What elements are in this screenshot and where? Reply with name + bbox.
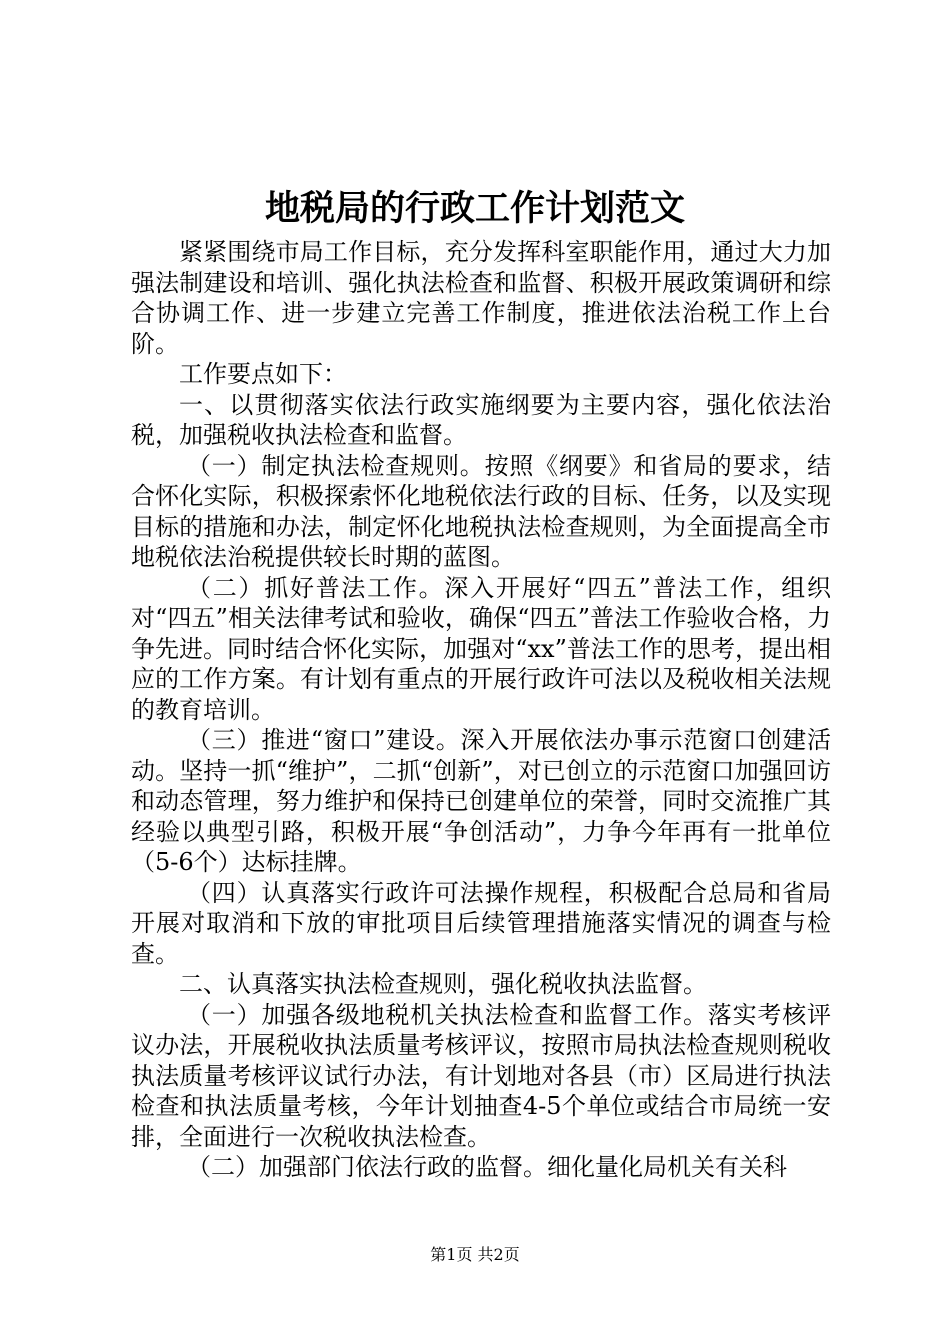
- paragraph-section-1: 一、以贯彻落实依法行政实施纲要为主要内容，强化依法治税，加强税收执法检查和监督。: [131, 390, 831, 449]
- paragraph-section-1-item-4: （四）认真落实行政许可法操作规程，积极配合总局和省局开展对取消和下放的审批项目后续管理措施落实情况的调查与检查。: [131, 878, 831, 968]
- paragraph-section-1-item-3: （三）推进“窗口”建设。深入开展依法办事示范窗口创建活动。坚持一抓“维护”，二抓“创新”，对已创立的示范窗口加强回访和动态管理，努力维护和保持已创建单位的荣誉，同时交流推广其经验以典型引路，积极开展“争创活动”，力争今年再有一批单位（5-6个）达标挂牌。: [131, 726, 831, 876]
- paragraph-key-points: 工作要点如下：: [179, 360, 347, 388]
- page-number: 第1页 共2页: [430, 1245, 520, 1264]
- document-title: 地税局的行政工作计划范文: [264, 188, 685, 229]
- document-body: [131, 237, 831, 1183]
- paragraph-section-1-item-2: （二）抓好普法工作。深入开展好“四五”普法工作，组织对“四五”相关法律考试和验收，确保“四五”普法工作验收合格，力争先进。同时结合怀化实际，加强对“xx”普法工作的思考，提出相应的工作方案。有计划有重点的开展行政许可法以及税收相关法规的教育培训。: [131, 573, 831, 724]
- paragraph-section-1-item-1: （一）制定执法检查规则。按照《纲要》和省局的要求，结合怀化实际，积极探索怀化地税依法行政的目标、任务，以及实现目标的措施和办法，制定怀化地税执法检查规则，为全面提高全市地税依法治税提供较长时期的蓝图。: [131, 451, 831, 571]
- paragraph-intro: 紧紧围绕市局工作目标，充分发挥科室职能作用，通过大力加强法制建设和培训、强化执法检查和监督、积极开展政策调研和综合协调工作、进一步建立完善工作制度，推进依法治税工作上台阶。: [131, 238, 831, 358]
- paragraph-section-2: 二、认真落实执法检查规则，强化税收执法监督。: [179, 970, 707, 998]
- paragraph-section-2-item-1: （一）加强各级地税机关执法检查和监督工作。落实考核评议办法，开展税收执法质量考核评议，按照市局执法检查规则税收执法质量考核评议试行办法，有计划地对各县（市）区局进行执法检查和执法质量考核，今年计划抽查4-5个单位或结合市局统一安排，全面进行一次税收执法检查。: [131, 1000, 831, 1151]
- paragraph-section-2-item-2: （二）加强部门依法行政的监督。细化量化局机关有关科: [187, 1153, 787, 1181]
